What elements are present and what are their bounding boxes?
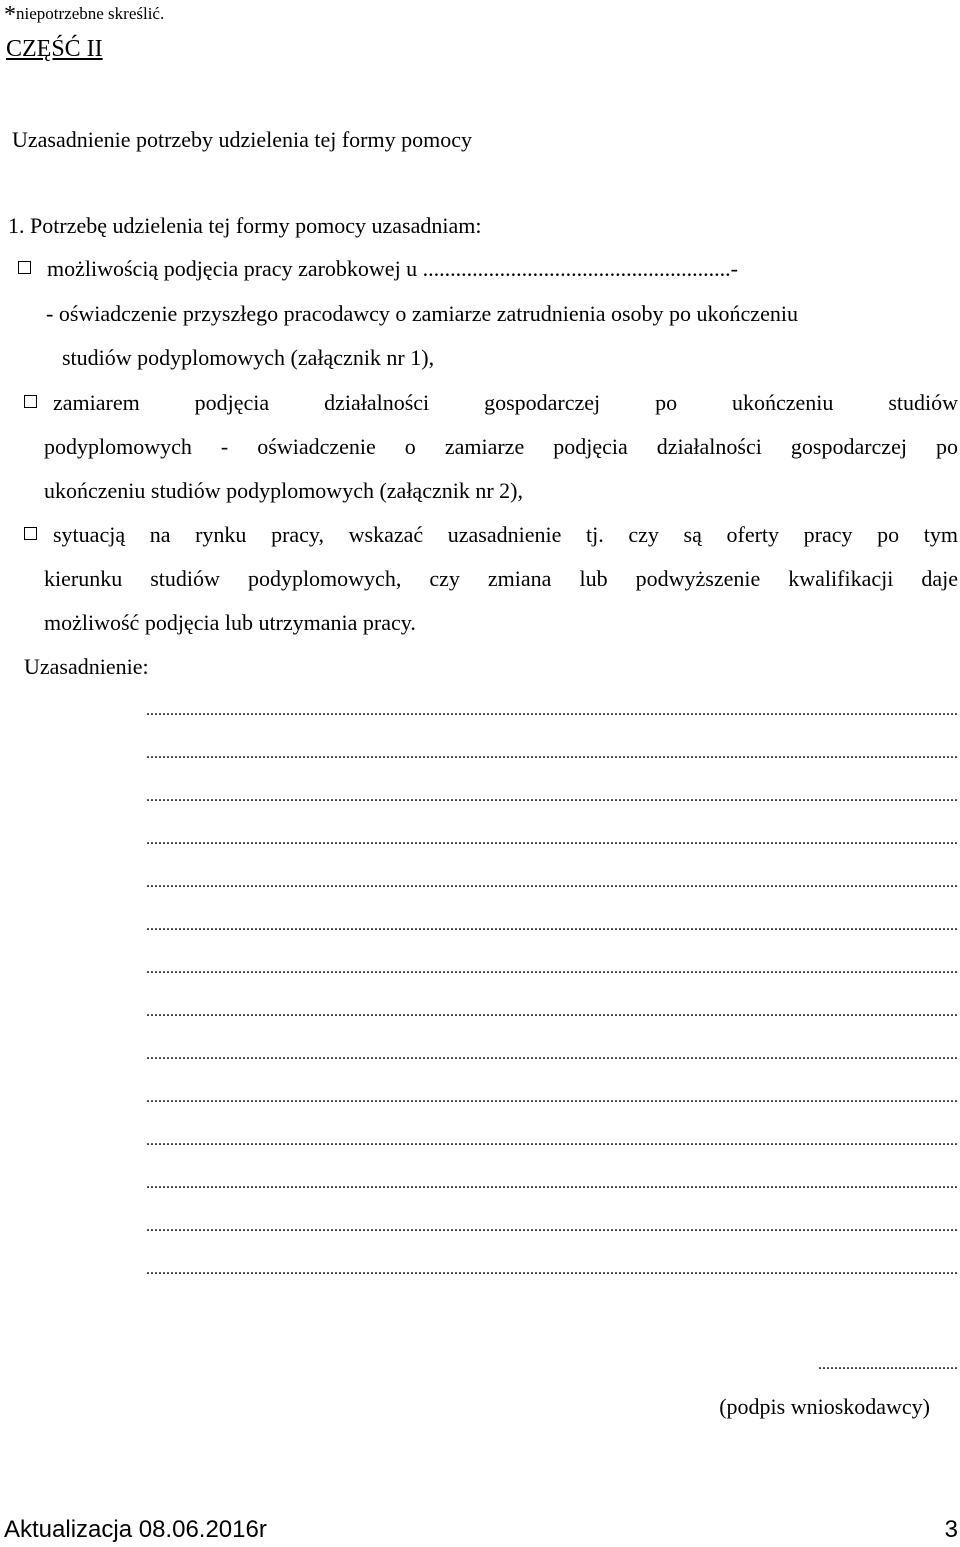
option-1-text-2: - oświadczenie przyszłego pracodawcy o zamiarze zatrudnienia osoby po ukończeniu xyxy=(46,301,798,326)
signature-line[interactable]: ................................... xyxy=(818,1356,958,1373)
justification-line[interactable]: ........................................................................................................................................................................................................... xyxy=(146,960,958,977)
justification-line[interactable]: ........................................................................................................................................................................................................... xyxy=(146,788,958,805)
option-2-text-1: zamiarem podjęcia działalności gospodarczej po ukończeniu studiów xyxy=(53,390,958,415)
footer-page-number: 3 xyxy=(944,1516,958,1543)
footnote-star: * xyxy=(4,2,16,28)
justification-line[interactable]: ........................................................................................................................................................................................................... xyxy=(146,874,958,891)
checkbox-option-2[interactable] xyxy=(24,395,37,408)
option-3-text-2: kierunku studiów podyplomowych, czy zmiana lub podwyższenie kwalifikacji daje xyxy=(44,566,958,591)
option-2-text-2: podyplomowych - oświadczenie o zamiarze podjęcia działalności gospodarczej po xyxy=(44,434,958,459)
justification-line[interactable]: ........................................................................................................................................................................................................... xyxy=(146,702,958,719)
option-1-line-1 xyxy=(18,256,738,282)
justification-line[interactable]: ........................................................................................................................................................................................................... xyxy=(146,831,958,848)
signature-label: (podpis wnioskodawcy) xyxy=(719,1394,930,1419)
option-1-text-1: możliwością podjęcia pracy zarobkowej u ........................................................- xyxy=(47,256,739,281)
justification-line[interactable]: ........................................................................................................................................................................................................... xyxy=(146,1132,958,1149)
option-2-text-3: ukończeniu studiów podyplomowych (załącznik nr 2), xyxy=(44,478,523,503)
checkbox-option-1[interactable] xyxy=(18,261,31,274)
option-3-text-1: sytuacją na rynku pracy, wskazać uzasadnienie tj. czy są oferty pracy po tym xyxy=(53,522,958,547)
footnote xyxy=(4,2,164,29)
justification-line[interactable]: ........................................................................................................................................................................................................... xyxy=(146,745,958,762)
justification-line[interactable]: ........................................................................................................................................................................................................... xyxy=(146,1089,958,1106)
part-title: CZĘŚĆ II xyxy=(6,36,103,62)
justification-line[interactable]: ........................................................................................................................................................................................................... xyxy=(146,1261,958,1278)
footer-update-date: Aktualizacja 08.06.2016r xyxy=(4,1516,267,1543)
justification-line[interactable]: ........................................................................................................................................................................................................... xyxy=(146,1046,958,1063)
question-1: 1. Potrzebę udzielenia tej formy pomocy uzasadniam: xyxy=(8,213,482,238)
option-3-line-1 xyxy=(24,522,958,548)
option-2-line-1 xyxy=(24,390,958,416)
checkbox-option-3[interactable] xyxy=(24,527,37,540)
footnote-text: niepotrzebne skreślić. xyxy=(16,4,165,23)
justification-line[interactable]: ........................................................................................................................................................................................................... xyxy=(146,917,958,934)
section-title: Uzasadnienie potrzeby udzielenia tej formy pomocy xyxy=(12,127,472,152)
justification-line[interactable]: ........................................................................................................................................................................................................... xyxy=(146,1003,958,1020)
justification-label: Uzasadnienie: xyxy=(24,654,149,679)
justification-line[interactable]: ........................................................................................................................................................................................................... xyxy=(146,1175,958,1192)
option-3-text-3: możliwość podjęcia lub utrzymania pracy. xyxy=(44,610,416,635)
option-1-text-3: studiów podyplomowych (załącznik nr 1), xyxy=(62,345,435,370)
justification-line[interactable]: ........................................................................................................................................................................................................... xyxy=(146,1218,958,1235)
